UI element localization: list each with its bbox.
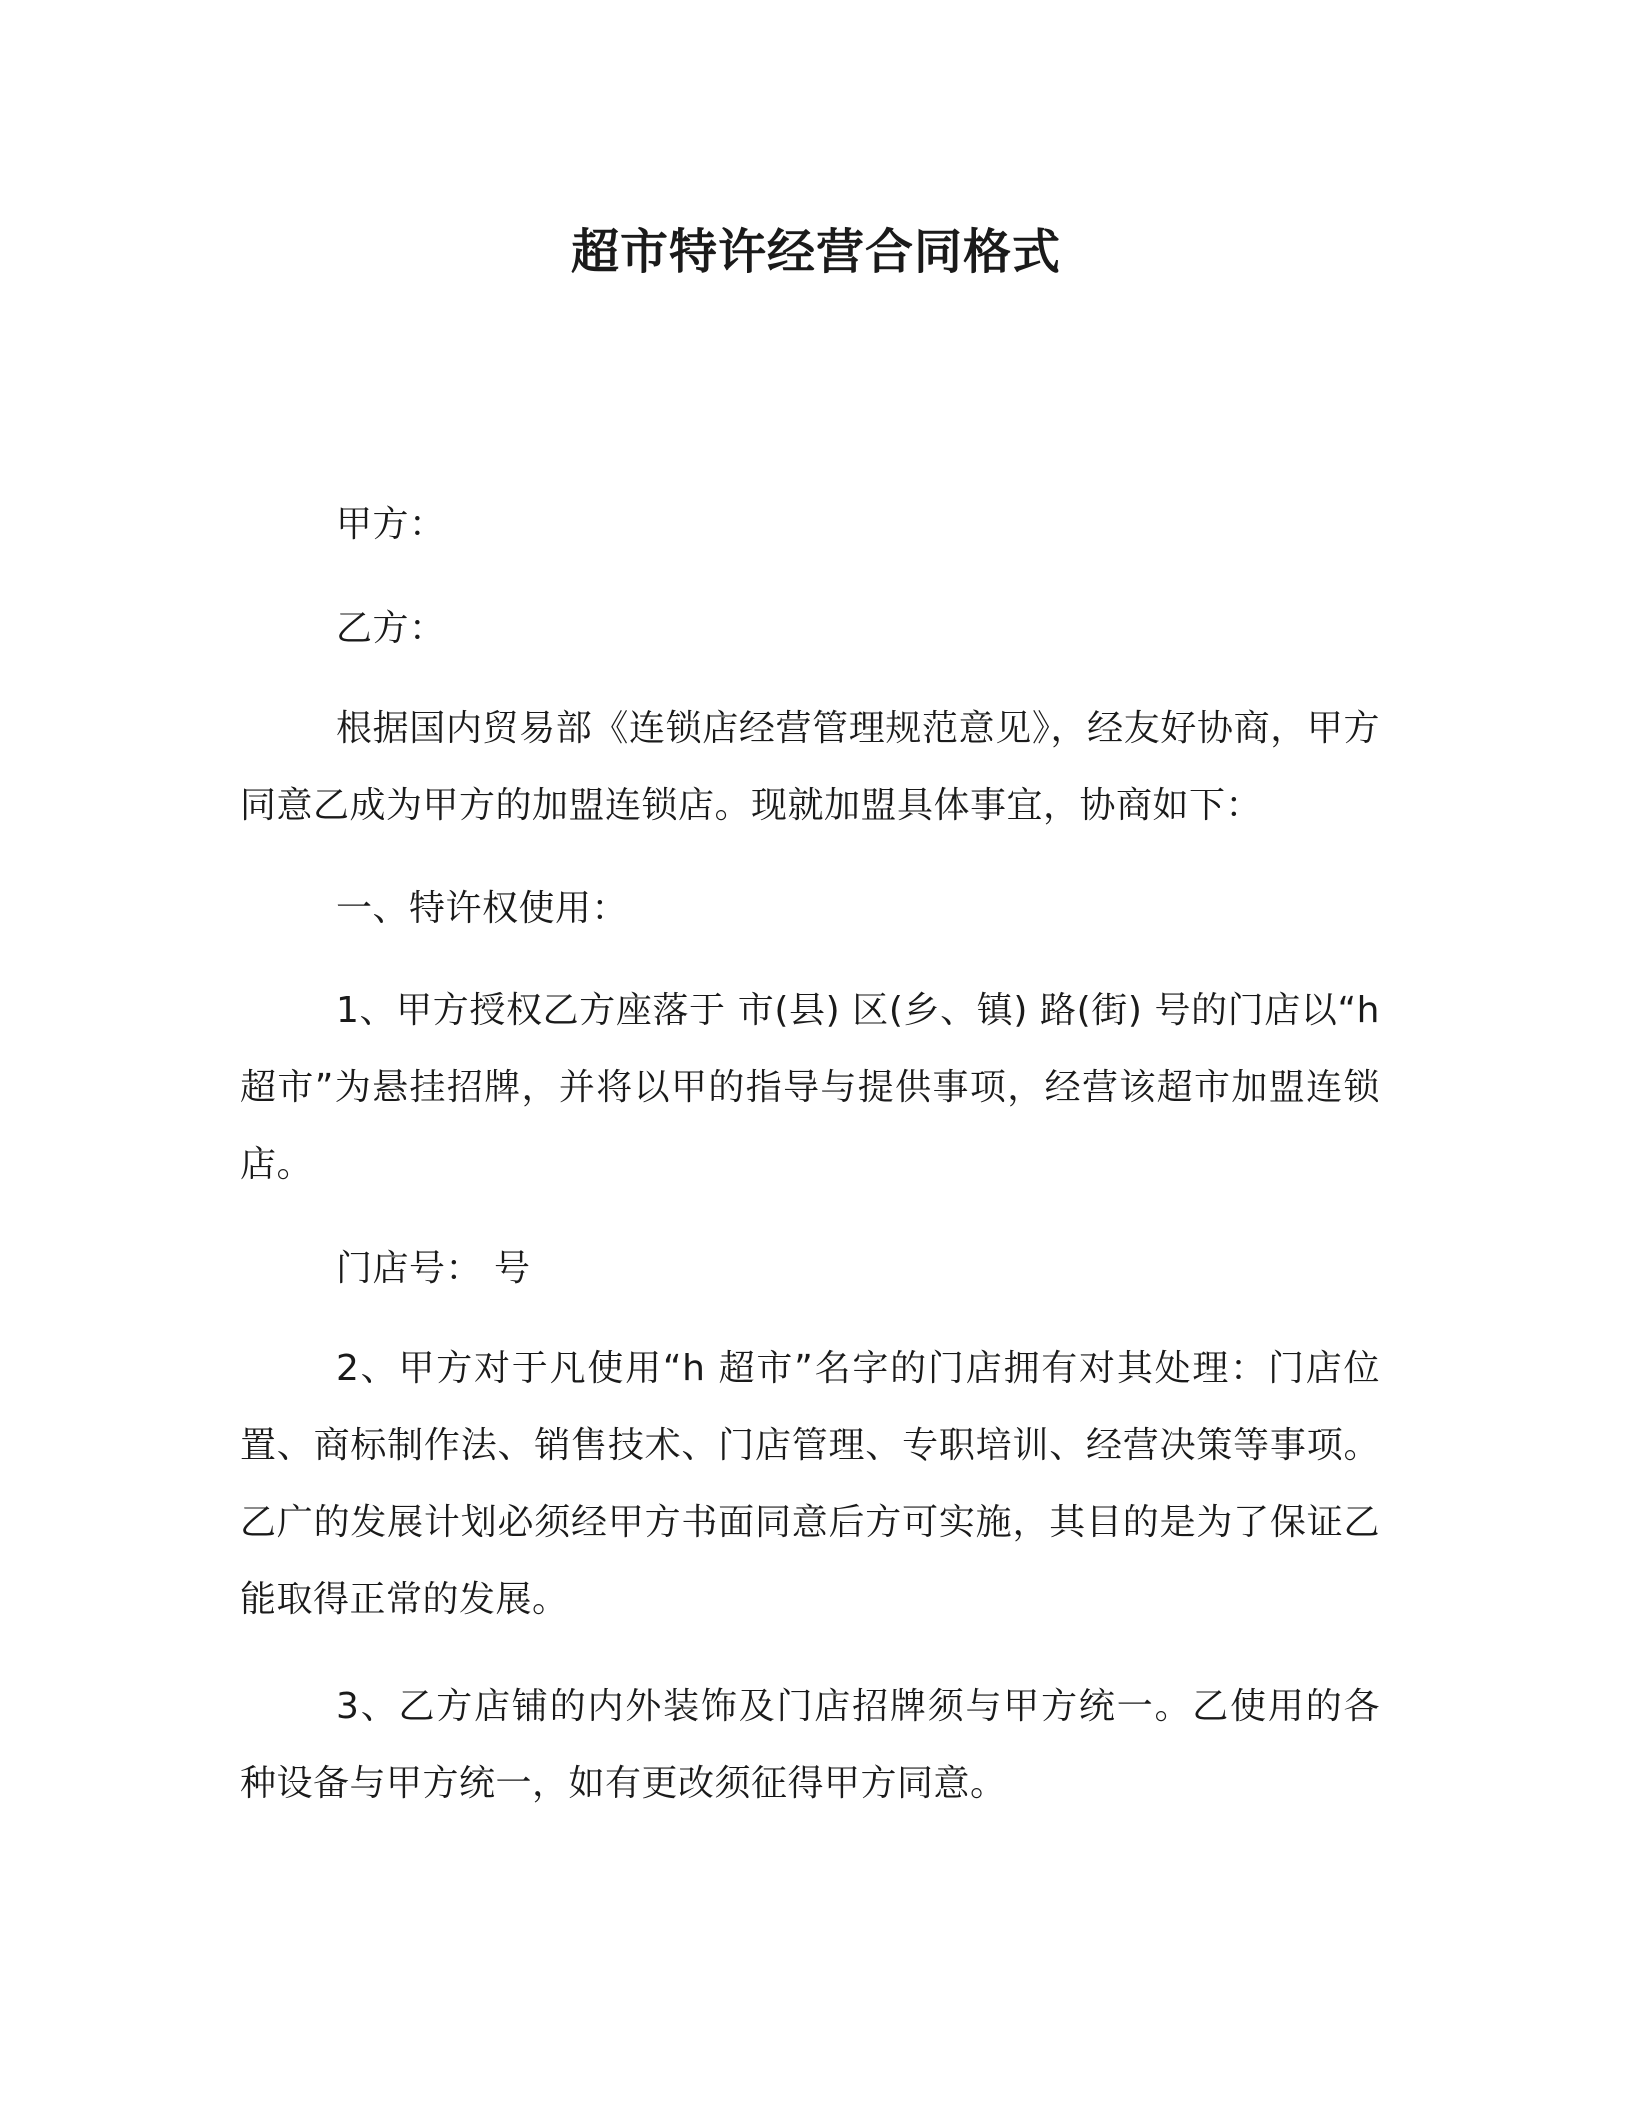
party-a-field: [240, 486, 1380, 563]
section-1-heading: [240, 870, 1380, 947]
party-b-label: 乙方：: [336, 608, 446, 649]
clause-3-text: 3、乙方店铺的内外装饰及门店招牌须与甲方统一。乙使用的各种设备与甲方统一，如有更改须征得甲方同意。: [240, 1686, 1380, 1804]
clause-1: [240, 972, 1380, 1203]
store-number-text: 门店号： 号: [336, 1248, 531, 1289]
clause-1-text: 1、甲方授权乙方座落于 市(县) 区(乡、镇) 路(街) 号的门店以“h 超市”为悬挂招牌，并将以甲的指导与提供事项，经营该超市加盟连锁店。: [240, 990, 1380, 1185]
section-1-heading-text: 一、特许权使用：: [336, 888, 629, 929]
intro-text: 根据国内贸易部《连锁店经营管理规范意见》，经友好协商，甲方同意乙成为甲方的加盟连锁店。现就加盟具体事宜，协商如下：: [240, 708, 1380, 826]
document-title: 超市特许经营合同格式: [570, 224, 1061, 280]
clause-2-text: 2、甲方对于凡使用“h 超市”名字的门店拥有对其处理：门店位置、商标制作法、销售技术、门店管理、专职培训、经营决策等事项。乙广的发展计划必须经甲方书面同意后方可实施，其目的是为了保证乙能取得正常的发展。: [240, 1348, 1380, 1620]
clause-2: [240, 1330, 1380, 1638]
party-b-field: [240, 590, 1380, 667]
store-number-line: [240, 1230, 1380, 1307]
intro-paragraph: [240, 690, 1380, 844]
clause-3: [240, 1668, 1380, 1822]
party-a-label: 甲方：: [336, 504, 446, 545]
